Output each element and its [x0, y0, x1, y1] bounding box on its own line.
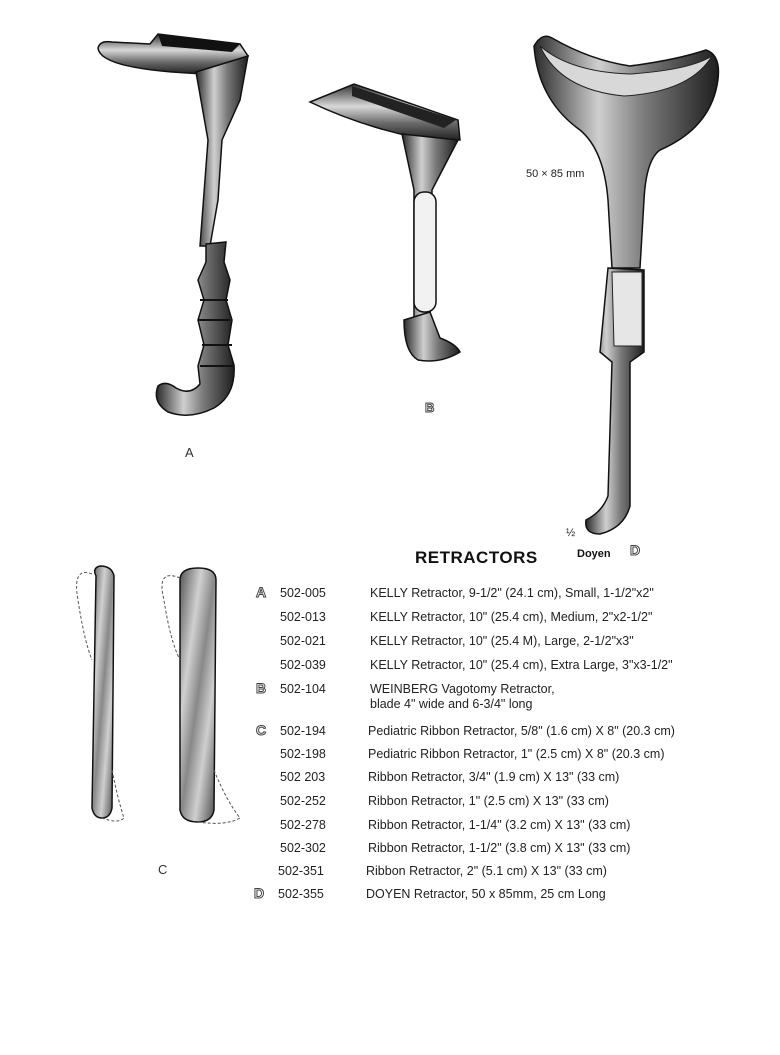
item-description: Ribbon Retractor, 3/4" (1.9 cm) X 13" (33 cm) [368, 770, 620, 784]
item-description: Ribbon Retractor, 1" (2.5 cm) X 13" (33 cm) [368, 794, 609, 808]
item-code: 502 203 [280, 770, 326, 784]
item-letter: C [256, 722, 267, 738]
item-code: 502-198 [280, 747, 326, 761]
item-description-line2: blade 4" wide and 6-3/4" long [370, 697, 533, 711]
item-code: 502-013 [280, 610, 326, 624]
item-code: 502-302 [280, 841, 326, 855]
item-description: Ribbon Retractor, 2" (5.1 cm) X 13" (33 cm) [366, 864, 607, 878]
item-letter: B [256, 680, 267, 696]
ribbon-retractor-large-illustration [162, 568, 240, 823]
item-code: 502-278 [280, 818, 326, 832]
figure-label-c: C [158, 862, 168, 877]
figure-label-b: B [425, 400, 435, 415]
item-description: Ribbon Retractor, 1-1/4" (3.2 cm) X 13" (33 cm) [368, 818, 631, 832]
item-description: KELLY Retractor, 10" (25.4 M), Large, 2-1/2"x3" [370, 634, 634, 648]
scale-label: ½ [566, 527, 576, 539]
item-code: 502-194 [280, 724, 326, 738]
item-description: Pediatric Ribbon Retractor, 5/8" (1.6 cm) X 8" (20.3 cm) [368, 724, 675, 738]
item-description: Ribbon Retractor, 1-1/2" (3.8 cm) X 13" (33 cm) [368, 841, 631, 855]
item-code: 502-039 [280, 658, 326, 672]
item-description: KELLY Retractor, 10" (25.4 cm), Extra Large, 3"x3-1/2" [370, 658, 673, 672]
item-description: WEINBERG Vagotomy Retractor, [370, 682, 555, 696]
item-description: KELLY Retractor, 9-1/2" (24.1 cm), Small, 1-1/2"x2" [370, 586, 654, 600]
item-description: DOYEN Retractor, 50 x 85mm, 25 cm Long [366, 887, 606, 901]
item-code: 502-021 [280, 634, 326, 648]
doyen-label: Doyen [577, 548, 611, 560]
item-code: 502-351 [278, 864, 324, 878]
item-code: 502-104 [280, 682, 326, 696]
figure-label-d: D [630, 542, 641, 558]
page-title: RETRACTORS [415, 548, 538, 567]
dimension-label: 50 × 85 mm [526, 168, 585, 180]
item-description: KELLY Retractor, 10" (25.4 cm), Medium, 2"x2-1/2" [370, 610, 653, 624]
item-code: 502-005 [280, 586, 326, 600]
item-letter: A [256, 584, 267, 600]
item-code: 502-355 [278, 887, 324, 901]
weinberg-retractor-illustration [310, 84, 460, 361]
kelly-retractor-illustration [98, 34, 248, 415]
ribbon-retractor-small-illustration [77, 566, 124, 821]
item-code: 502-252 [280, 794, 326, 808]
item-description: Pediatric Ribbon Retractor, 1" (2.5 cm) X 8" (20.3 cm) [368, 747, 665, 761]
figure-label-a: A [185, 445, 194, 460]
doyen-retractor-illustration [534, 36, 718, 534]
item-letter: D [254, 885, 265, 901]
